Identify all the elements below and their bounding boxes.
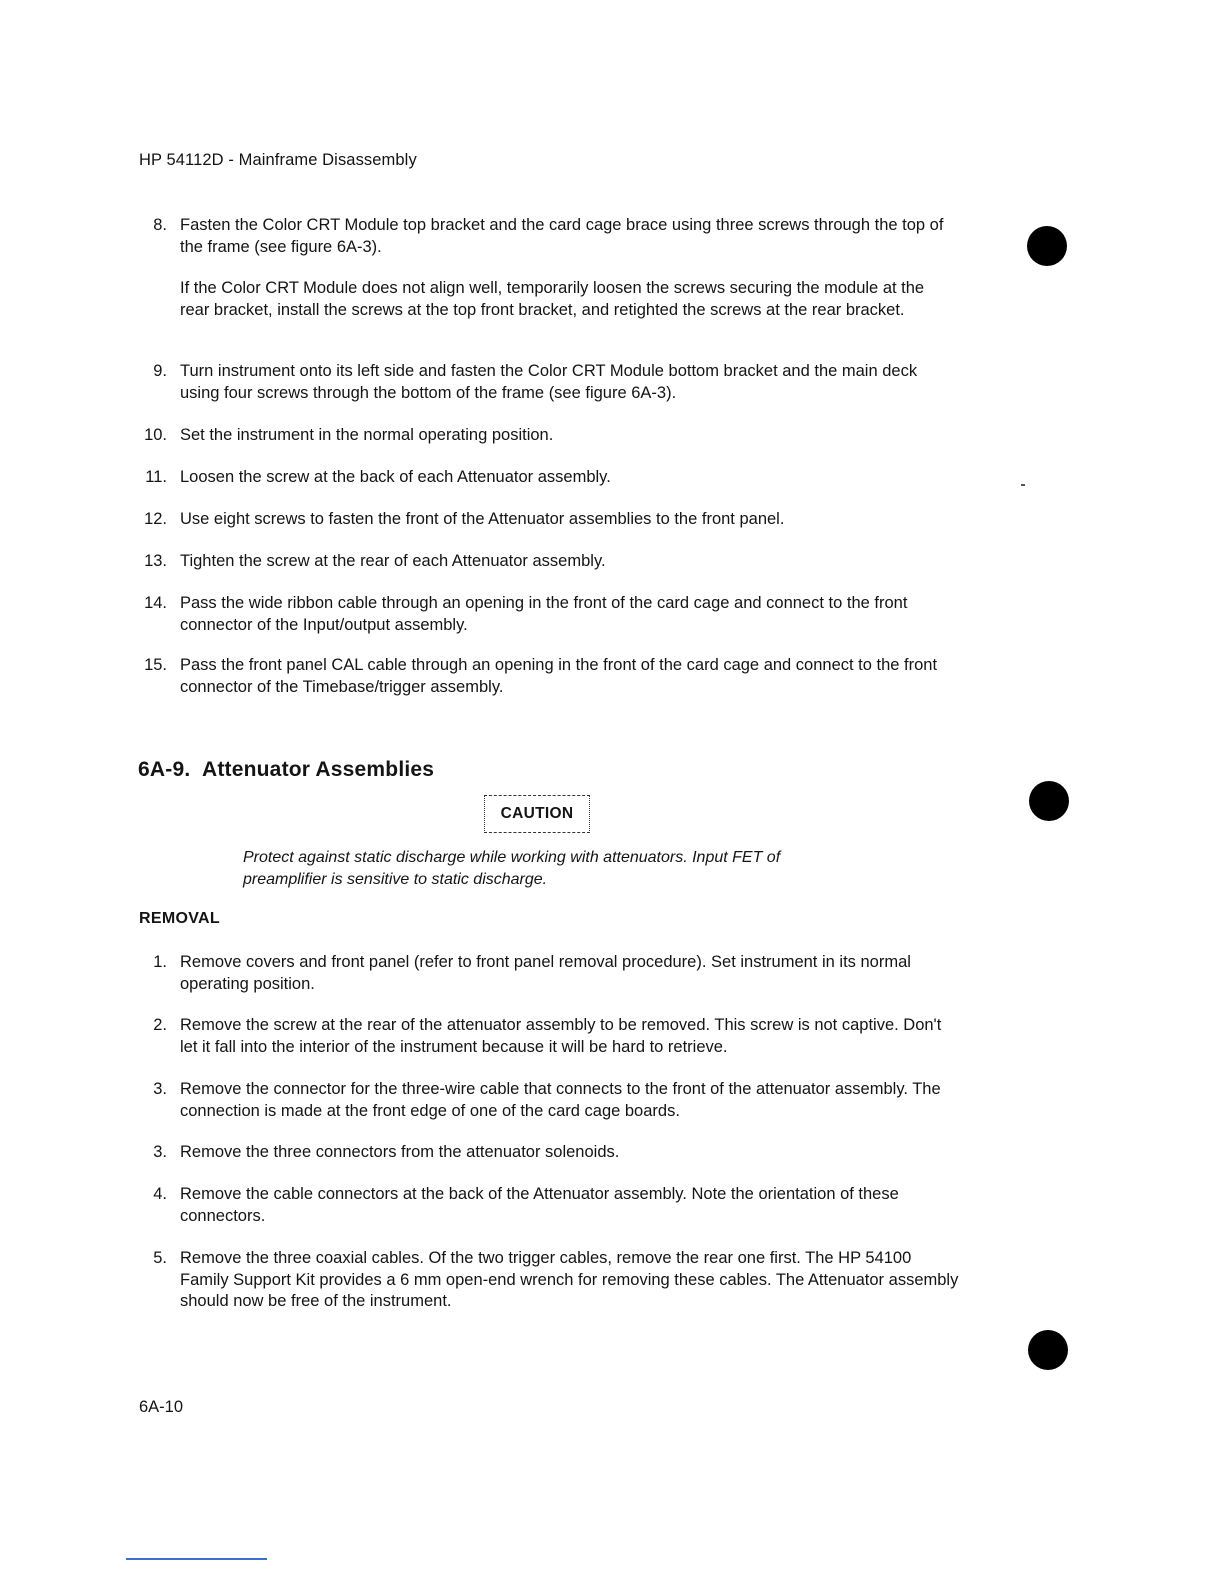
- step-number: 15.: [144, 656, 167, 674]
- footer-rule: [126, 1558, 267, 1560]
- step-text: Remove the connector for the three-wire cable that connects to the front of the attenuator assembly. The connection is made at the front edge of one of the card cage boards.: [180, 1080, 941, 1120]
- step-text: Loosen the screw at the back of each Attenuator assembly.: [180, 468, 611, 486]
- step-text: Use eight screws to fasten the front of the Attenuator assemblies to the front panel.: [180, 510, 785, 528]
- list-item: [139, 1079, 959, 1122]
- step-number: 4.: [153, 1185, 167, 1203]
- step-text: Pass the wide ribbon cable through an opening in the front of the card cage and connect to the front connector of the Input/output assembly.: [180, 594, 908, 634]
- step-text: Tighten the screw at the rear of each Attenuator assembly.: [180, 552, 606, 570]
- section-title: [138, 758, 434, 782]
- step-text: Fasten the Color CRT Module top bracket and the card cage brace using three screws through the top of the frame (see figure 6A-3).: [180, 216, 944, 256]
- caution-text: Protect against static discharge while working with attenuators. Input FET of preamplifier is sensitive to static discharge.: [243, 849, 781, 888]
- removal-heading: REMOVAL: [139, 910, 220, 927]
- list-item: [139, 215, 959, 258]
- step-number: 2.: [153, 1016, 167, 1034]
- scan-speck: [1021, 484, 1025, 486]
- step-text: Pass the front panel CAL cable through an opening in the front of the card cage and connect to the front connector of the Timebase/trigger assembly.: [180, 656, 938, 696]
- section-number: 6A-9.: [138, 758, 191, 781]
- step-note: If the Color CRT Module does not align well, temporarily loosen the screws securing the module at the rear bracket, install the screws at the top front bracket, and retighted the screws at the rear bracket.: [180, 279, 925, 319]
- binder-hole: [1029, 781, 1069, 821]
- page-header: HP 54112D - Mainframe Disassembly: [139, 151, 417, 169]
- list-item: [139, 1184, 959, 1227]
- step-number: 8.: [153, 216, 167, 234]
- step-number: 3.: [153, 1143, 167, 1161]
- step-text: Set the instrument in the normal operating position.: [180, 426, 554, 444]
- list-item: [139, 593, 959, 636]
- step-number: 14.: [144, 594, 167, 612]
- step-number: 11.: [145, 468, 167, 486]
- step-text: Remove the screw at the rear of the attenuator assembly to be removed. This screw is not captive. Don't let it fall into the interior of the instrument because it will be hard to retrieve.: [180, 1016, 942, 1056]
- list-item: [139, 1015, 959, 1058]
- list-item: [139, 952, 959, 995]
- step-number: 5.: [153, 1249, 167, 1267]
- list-item: [139, 509, 959, 531]
- step-text: Remove the three connectors from the attenuator solenoids.: [180, 1143, 620, 1161]
- page-number: 6A-10: [139, 1398, 184, 1416]
- step-text: Remove covers and front panel (refer to front panel removal procedure). Set instrument in its normal operating position.: [180, 953, 911, 993]
- list-item: [139, 1248, 959, 1313]
- list-item: [139, 467, 959, 489]
- list-item: [139, 655, 959, 698]
- step-text: Turn instrument onto its left side and fasten the Color CRT Module bottom bracket and the main deck using four screws through the bottom of the frame (see figure 6A-3).: [180, 362, 918, 402]
- list-item: [139, 361, 959, 404]
- step-number: 3.: [153, 1080, 167, 1098]
- step-number: 10.: [144, 426, 167, 444]
- binder-hole: [1028, 1330, 1068, 1370]
- step-number: 13.: [144, 552, 167, 570]
- caution-badge: [484, 795, 590, 833]
- binder-hole: [1027, 226, 1067, 266]
- step-text: Remove the cable connectors at the back of the Attenuator assembly. Note the orientation of these connectors.: [180, 1185, 899, 1225]
- step-number: 9.: [153, 362, 167, 380]
- list-item: [139, 1142, 959, 1164]
- step-number: 1.: [153, 953, 167, 971]
- step-text: Remove the three coaxial cables. Of the two trigger cables, remove the rear one first. The HP 54100 Family Support Kit provides a 6 mm open-end wrench for removing these cables. The Attenuator assembly should now be free of the instrument.: [180, 1249, 959, 1310]
- section-title-text: Attenuator Assemblies: [202, 758, 435, 781]
- list-item: [139, 425, 959, 447]
- list-item: [139, 551, 959, 573]
- caution-label: CAUTION: [500, 805, 574, 822]
- step-number: 12.: [144, 510, 167, 528]
